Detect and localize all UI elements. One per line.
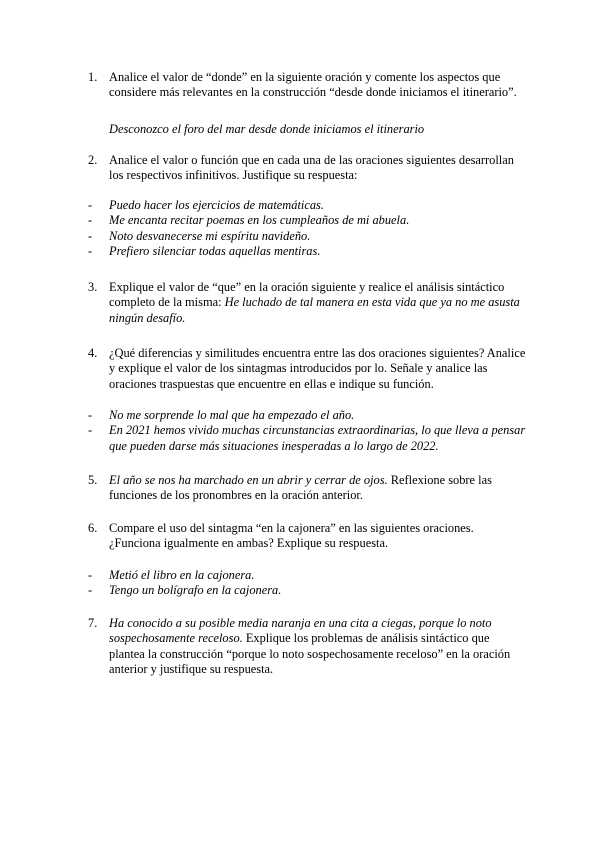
question-6-examples xyxy=(88,568,528,599)
list-item: - Prefiero silenciar todas aquellas mentiras. xyxy=(88,244,321,259)
question-3 xyxy=(88,280,528,326)
list-dash: - xyxy=(88,423,93,438)
question-1-example: Desconozco el foro del mar desde donde iniciamos el itinerario xyxy=(109,122,425,136)
question-text: Explique el valor de “que” en la oración siguiente y realice el análisis sintáctico completo de la misma: He luchado de tal manera en esta vida que ya no me asusta ningún desafío. xyxy=(109,280,520,325)
question-2 xyxy=(88,153,528,184)
question-number: 3. xyxy=(88,280,98,294)
question-number: 7. xyxy=(88,616,98,630)
list-item: - No me sorprende lo mal que ha empezado el año. xyxy=(88,408,355,422)
question-5 xyxy=(88,473,528,504)
list-dash: - xyxy=(88,583,93,598)
list-item: - Metió el libro en la cajonera. xyxy=(88,568,255,582)
list-item: - Puedo hacer los ejercicios de matemáticas. xyxy=(88,198,324,212)
question-4 xyxy=(88,346,528,392)
question-number: 4. xyxy=(88,346,98,360)
question-1 xyxy=(88,70,528,101)
list-item: - En 2021 hemos vivido muchas circunstancias extraordinarias, lo que lleva a pensar que pueden darse más situaciones inesperadas a lo largo de 2022. xyxy=(88,423,526,453)
question-6 xyxy=(88,521,528,552)
question-number: 2. xyxy=(88,153,98,167)
question-4-examples xyxy=(88,408,528,454)
question-number: 6. xyxy=(88,521,98,535)
list-dash: - xyxy=(88,228,93,243)
question-number: 5. xyxy=(88,473,98,487)
question-number: 1. xyxy=(88,70,98,84)
list-dash: - xyxy=(88,198,93,212)
question-2-examples xyxy=(88,198,528,260)
question-text: El año se nos ha marchado en un abrir y cerrar de ojos. Reflexione sobre las funciones de los pronombres en la oración anterior. xyxy=(109,473,492,503)
list-dash: - xyxy=(88,244,93,259)
list-item: - Me encanta recitar poemas en los cumpleaños de mi abuela. xyxy=(88,213,410,228)
question-text: Compare el uso del sintagma “en la cajonera” en las siguientes oraciones. ¿Funciona igualmente en ambas? Explique su respuesta. xyxy=(109,521,474,551)
list-dash: - xyxy=(88,568,93,582)
list-item: - Noto desvanecerse mi espíritu navideño. xyxy=(88,228,311,243)
list-dash: - xyxy=(88,408,93,422)
question-text: Ha conocido a su posible media naranja en una cita a ciegas, porque lo noto sospechosamente receloso. Explique los problemas de análisis sintáctico que plantea la construcción “porque lo noto sospechosamente receloso” en la oración anterior y justifique su respuesta. xyxy=(109,616,511,677)
list-item: - Tengo un bolígrafo en la cajonera. xyxy=(88,583,282,598)
question-text: Analice el valor o función que en cada una de las oraciones siguientes desarrollan los respectivos infinitivos. Justifique su respuesta: xyxy=(109,153,514,183)
list-dash: - xyxy=(88,213,93,228)
question-text: ¿Qué diferencias y similitudes encuentra entre las dos oraciones siguientes? Analice y explique el valor de los sintagmas introducidos por lo. Señale y analice las oraciones traspuestas que encuentre en ellas e indique su función. xyxy=(109,346,526,391)
question-7 xyxy=(88,616,528,678)
question-text: Analice el valor de “donde” en la siguiente oración y comente los aspectos que considere más relevantes en la construcción “desde donde iniciamos el itinerario”. xyxy=(109,70,517,100)
